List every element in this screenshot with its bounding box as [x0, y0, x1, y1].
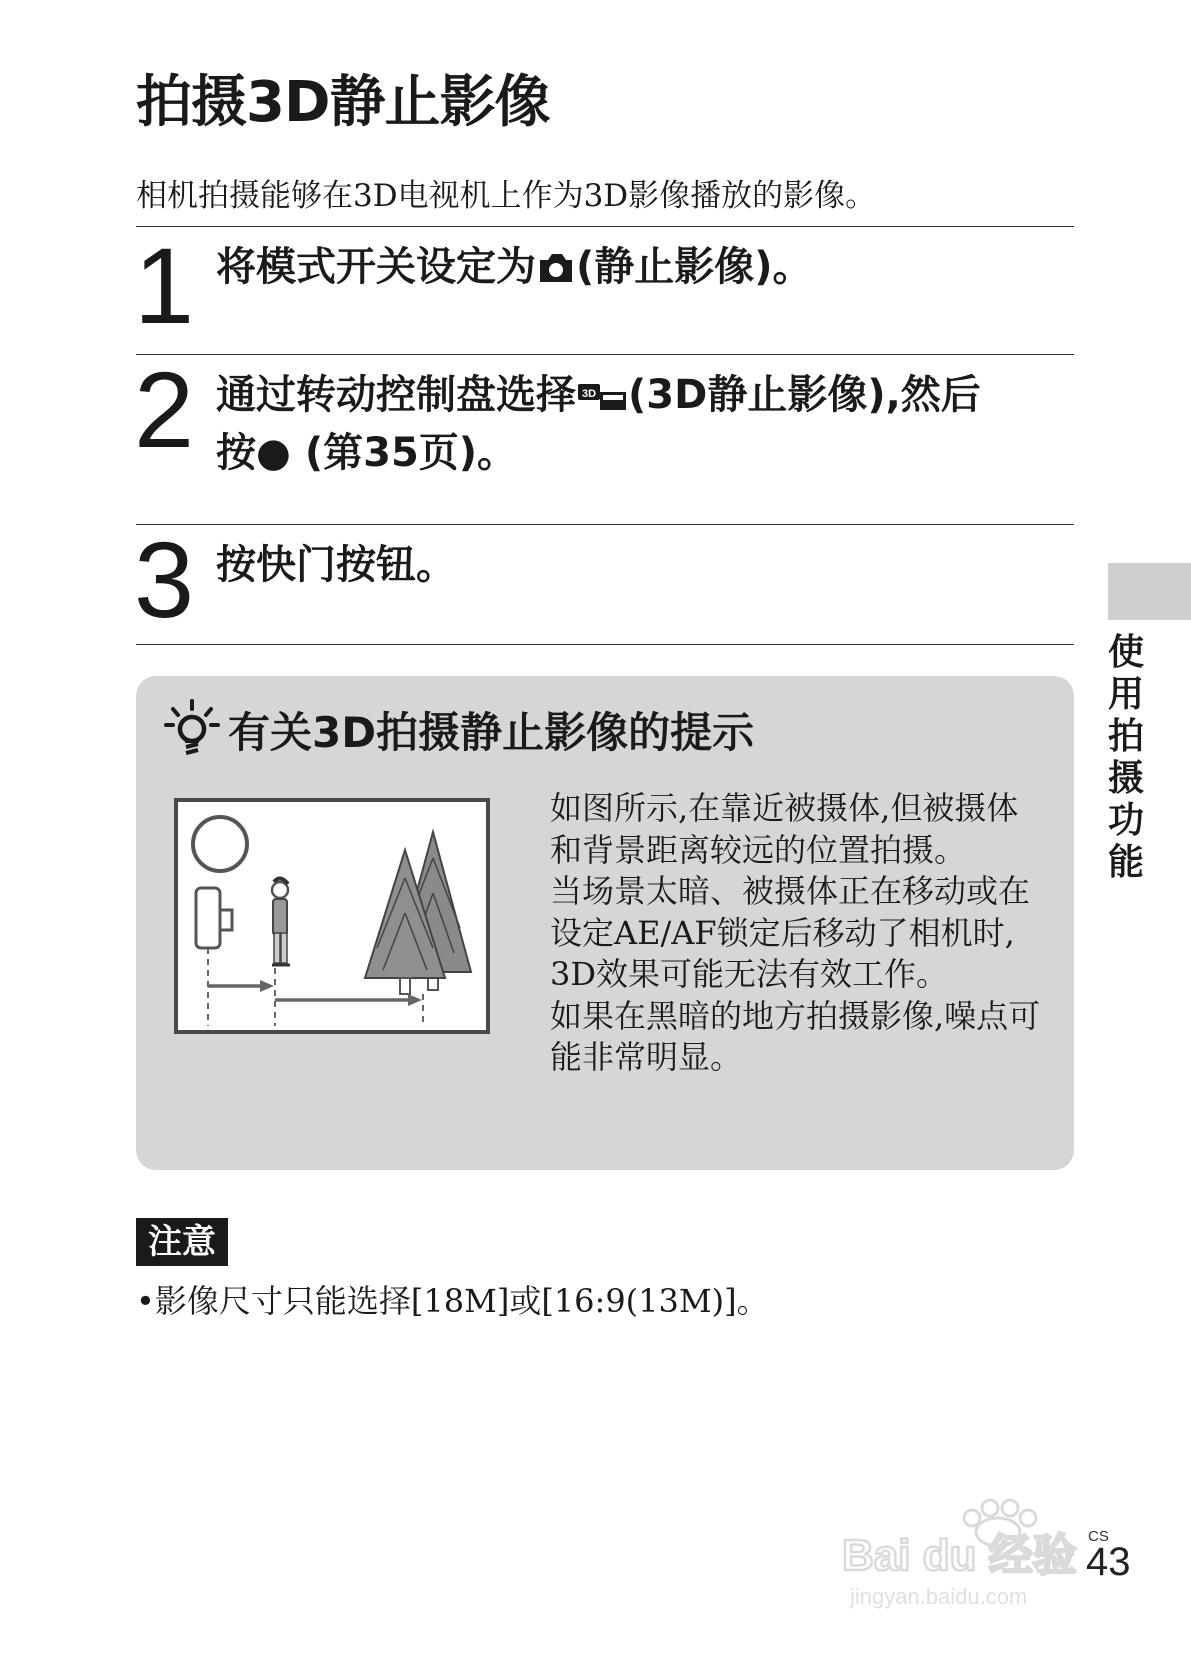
notes-label: 注意 — [136, 1218, 228, 1266]
tip-paragraph: 如图所示,在靠近被摄体,但被摄体和背景距离较远的位置拍摄。 — [550, 789, 1019, 869]
side-tab-label: 使用拍摄功能 — [1107, 632, 1144, 883]
baidu-watermark — [840, 1490, 1100, 1614]
tip-paragraph: 如果在黑暗的地方拍摄影像,噪点可能非常明显。 — [550, 996, 1041, 1076]
language-tag: CS — [1088, 1528, 1109, 1545]
step-3-text: 按快门按钮。 — [216, 542, 456, 588]
tip-title: 有关3D拍摄静止影像的提示 — [228, 708, 755, 757]
notes-item: •影像尺寸只能选择[18M]或[16:9(13M)]。 — [136, 1282, 769, 1320]
3d-still-icon — [576, 372, 628, 426]
shooting-distance-illustration — [174, 798, 490, 1038]
divider — [136, 226, 1074, 227]
divider — [136, 524, 1074, 525]
svg-text:3D: 3D — [582, 388, 597, 400]
side-tab-marker — [1108, 563, 1191, 620]
divider — [136, 644, 1074, 645]
camera-icon — [536, 244, 576, 298]
intro-text: 相机拍摄能够在3D电视机上作为3D影像播放的影像。 — [136, 178, 877, 214]
divider — [136, 354, 1074, 355]
step-1-number: 1 — [134, 225, 195, 346]
tip-text — [550, 788, 1050, 1079]
tip-paragraph: 当场景太暗、被摄体正在移动或在设定AE/AF锁定后移动了相机时, 3D效果可能无法有效工作。 — [550, 872, 1031, 993]
step-3-number: 3 — [134, 519, 195, 640]
step-2-number: 2 — [134, 349, 195, 470]
hint-bulb-icon — [164, 699, 220, 761]
page-title: 拍摄3D静止影像 — [136, 70, 550, 135]
step-1-text: 将模式开关设定为 (静止影像)。 — [216, 240, 1066, 298]
step-2-text: 通过转动控制盘选择 3D (3D静止影像),然后 按● (第35页)。 — [216, 372, 981, 476]
page-number: 43 — [1086, 1540, 1131, 1584]
watermark-url: jingyan.baidu.com — [850, 1584, 1028, 1609]
watermark-brand: Bai du 经验 — [842, 1531, 1077, 1580]
tip-header — [164, 700, 754, 760]
